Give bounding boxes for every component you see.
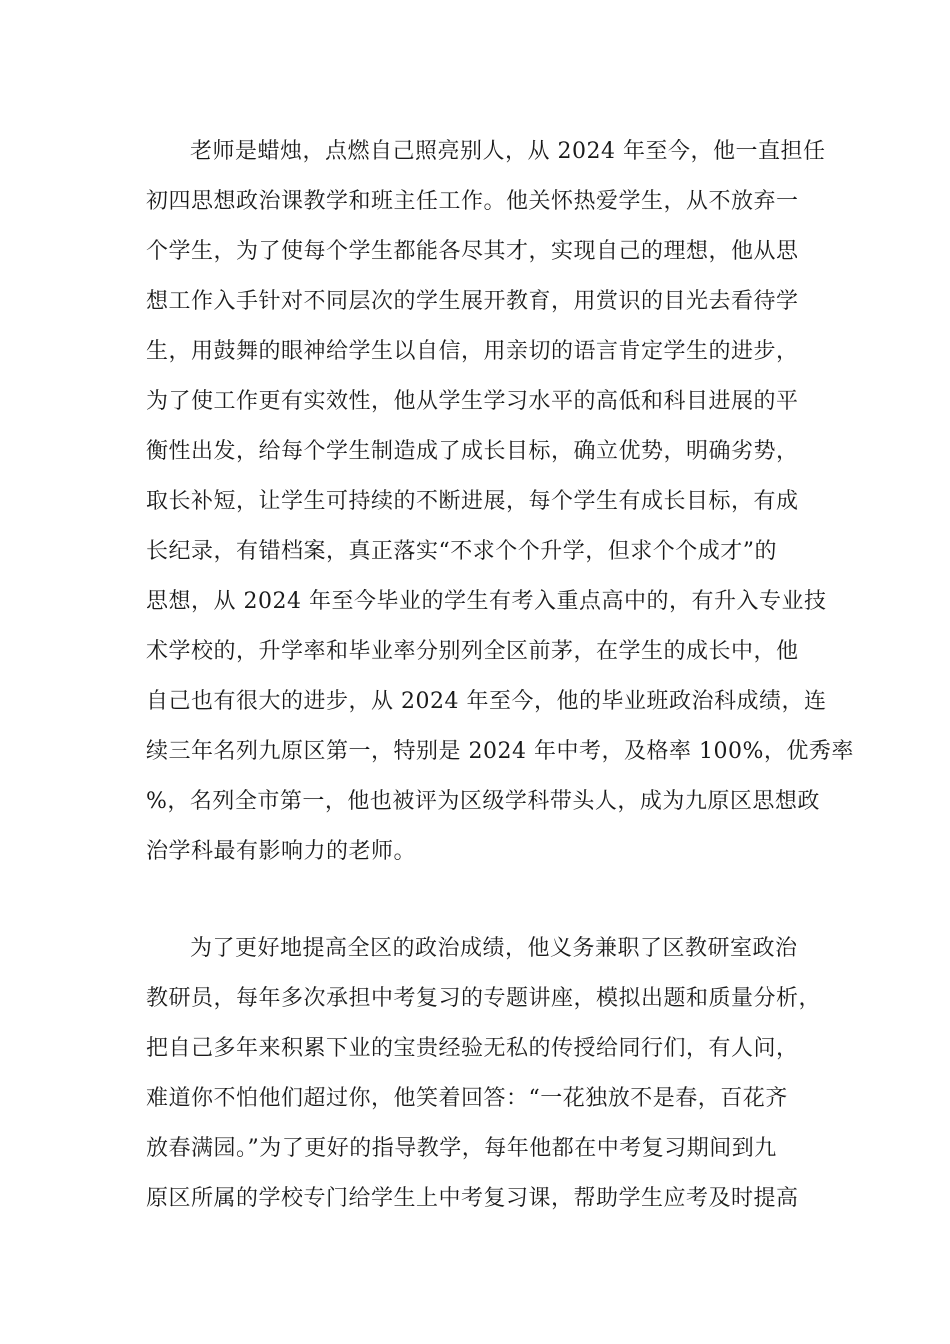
paragraph-1-line-2: 初四思想政治课教学和班主任工作。他关怀热爱学生，从不放弃一 (146, 189, 799, 214)
paragraph-1-line-13: 续三年名列九原区第一，特别是 2024 年中考，及格率 100%，优秀率 (146, 739, 854, 764)
paragraph-1-line-7: 衡性出发，给每个学生制造成了成长目标，确立优势，明确劣势， (146, 439, 799, 464)
paragraph-2-line-6: 原区所属的学校专门给学生上中考复习课，帮助学生应考及时提高 (146, 1186, 799, 1211)
paragraph-1-line-10: 思想，从 2024 年至今毕业的学生有考入重点高中的，有升入专业技 (146, 589, 827, 614)
paragraph-1-line-5: 生，用鼓舞的眼神给学生以自信，用亲切的语言肯定学生的进步， (146, 339, 799, 364)
paragraph-1-line-4: 想工作入手针对不同层次的学生展开教育，用赏识的目光去看待学 (146, 289, 799, 314)
paragraph-1-line-8: 取长补短，让学生可持续的不断进展，每个学生有成长目标，有成 (146, 489, 799, 514)
paragraph-2-line-2: 教研员，每年多次承担中考复习的专题讲座，模拟出题和质量分析， (146, 986, 822, 1011)
paragraph-2-line-5: 放春满园。”为了更好的指导教学，每年他都在中考复习期间到九 (146, 1136, 777, 1161)
paragraph-1-line-9: 长纪录，有错档案，真正落实“不求个个升学，但求个个成才”的 (146, 539, 777, 564)
paragraph-1-line-11: 术学校的，升学率和毕业率分别列全区前茅，在学生的成长中，他 (146, 639, 799, 664)
paragraph-2-line-4: 难道你不怕他们超过你，他笑着回答：“一花独放不是春，百花齐 (146, 1086, 788, 1111)
paragraph-1-line-12: 自己也有很大的进步，从 2024 年至今，他的毕业班政治科成绩，连 (146, 689, 827, 714)
paragraph-1-line-1: 老师是蜡烛，点燃自己照亮别人，从 2024 年至今，他一直担任 (190, 139, 826, 164)
paragraph-2-line-3: 把自己多年来积累下业的宝贵经验无私的传授给同行们，有人问， (146, 1036, 799, 1061)
paragraph-1-line-6: 为了使工作更有实效性，他从学生学习水平的高低和科目进展的平 (146, 389, 799, 414)
paragraph-1-line-15: 治学科最有影响力的老师。 (146, 839, 417, 864)
paragraph-1-line-14: %，名列全市第一，他也被评为区级学科带头人，成为九原区思想政 (146, 789, 820, 814)
paragraph-2-line-1: 为了更好地提高全区的政治成绩，他义务兼职了区教研室政治 (190, 936, 798, 961)
paragraph-1-line-3: 个学生，为了使每个学生都能各尽其才，实现自己的理想，他从思 (146, 239, 799, 264)
